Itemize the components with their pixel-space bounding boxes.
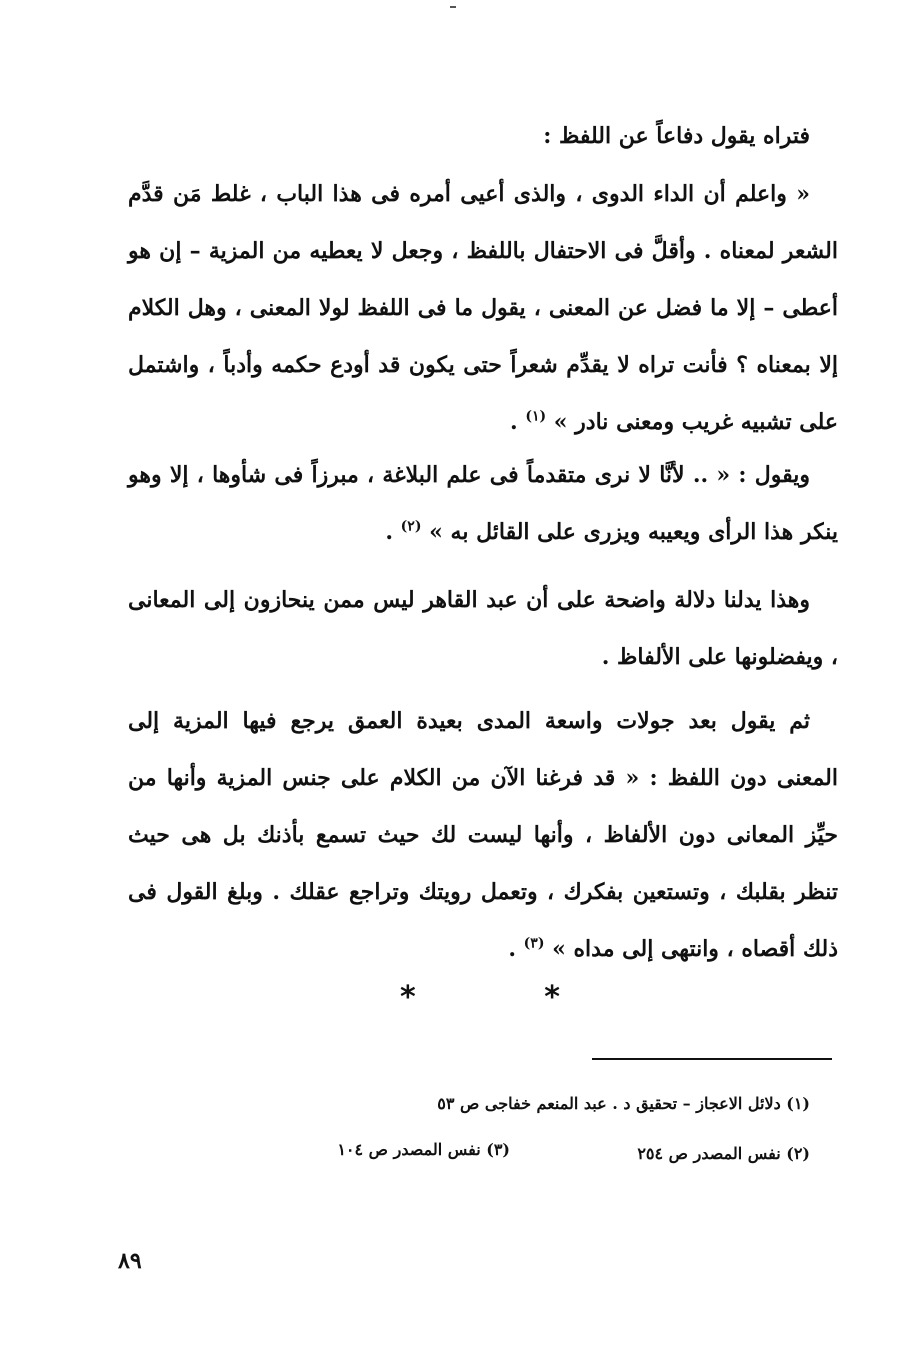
footnote-1: (١) دلائل الاعجاز – تحقيق د . عبد المنعم خفاجى ص ٥٣ — [437, 1094, 810, 1113]
footnote-ref-3: (٣) — [523, 935, 545, 952]
footnote-divider — [592, 1058, 832, 1060]
asterisk-icon: * — [400, 980, 416, 1015]
footnote-2: (٢) نفس المصدر ص ٢٥٤ — [637, 1144, 810, 1163]
footnote-ref-2: (٢) — [400, 518, 422, 535]
page-number: ٨٩ — [118, 1248, 142, 1274]
intro-line: فتراه يقول دفاعاً عن اللفظ : — [543, 123, 810, 149]
paragraph-4: ثم يقول بعد جولات واسعة المدى بعيدة العمق يرجع فيها المزية إلى المعنى دون اللفظ : « قد فرغنا الآن من الكلام على جنس المزية وأنها من حيِّز المعانى دون الألفاظ ، وأنها ليست لك حيث تسمع بأذنك بل هى حيث تنظر بقلبك ، وتستعين بفكرك ، وتعمل رويتك وتراجع عقلك . وبلغ القول فى ذلك أقصاه ، وانتهى إلى مداه » $^{(٣)}$ . — [128, 708, 838, 962]
section-separator — [400, 980, 560, 1020]
footnote-3: (٣) نفس المصدر ص ١٠٤ — [337, 1140, 510, 1159]
asterisk-icon: * — [544, 980, 560, 1015]
scan-mark — [450, 6, 456, 8]
footnote-ref-1: (١) — [525, 408, 547, 425]
paragraph-3: وهذا يدلنا دلالة واضحة على أن عبد القاهر ليس ممن ينحازون إلى المعانى ، ويفضلونها على الألفاظ . — [128, 587, 838, 670]
paragraph-1: « واعلم أن الداء الدوى ، والذى أعيى أمره فى هذا الباب ، غلط مَن قدَّم الشعر لمعناه . وأقلَّ فى الاحتفال باللفظ ، وجعل لا يعطيه من المزية – إن هو أعطى – إلا ما فضل عن المعنى ، يقول ما فى اللفظ لولا المعنى ، وهل الكلام إلا بمعناه ؟ فأنت تراه لا يقدِّم شعراً حتى يكون قد أودع حكمه وأدباً ، واشتمل على تشبيه غريب ومعنى نادر » $^{(١)}$ . — [128, 181, 838, 435]
paragraph-2: ويقول : « .. لأنَّا لا نرى متقدماً فى علم البلاغة ، مبرزاً فى شأوها ، إلا وهو ينكر هذا الرأى ويعيبه ويزرى على القائل به » $^{(٢)}$ . — [128, 462, 838, 545]
